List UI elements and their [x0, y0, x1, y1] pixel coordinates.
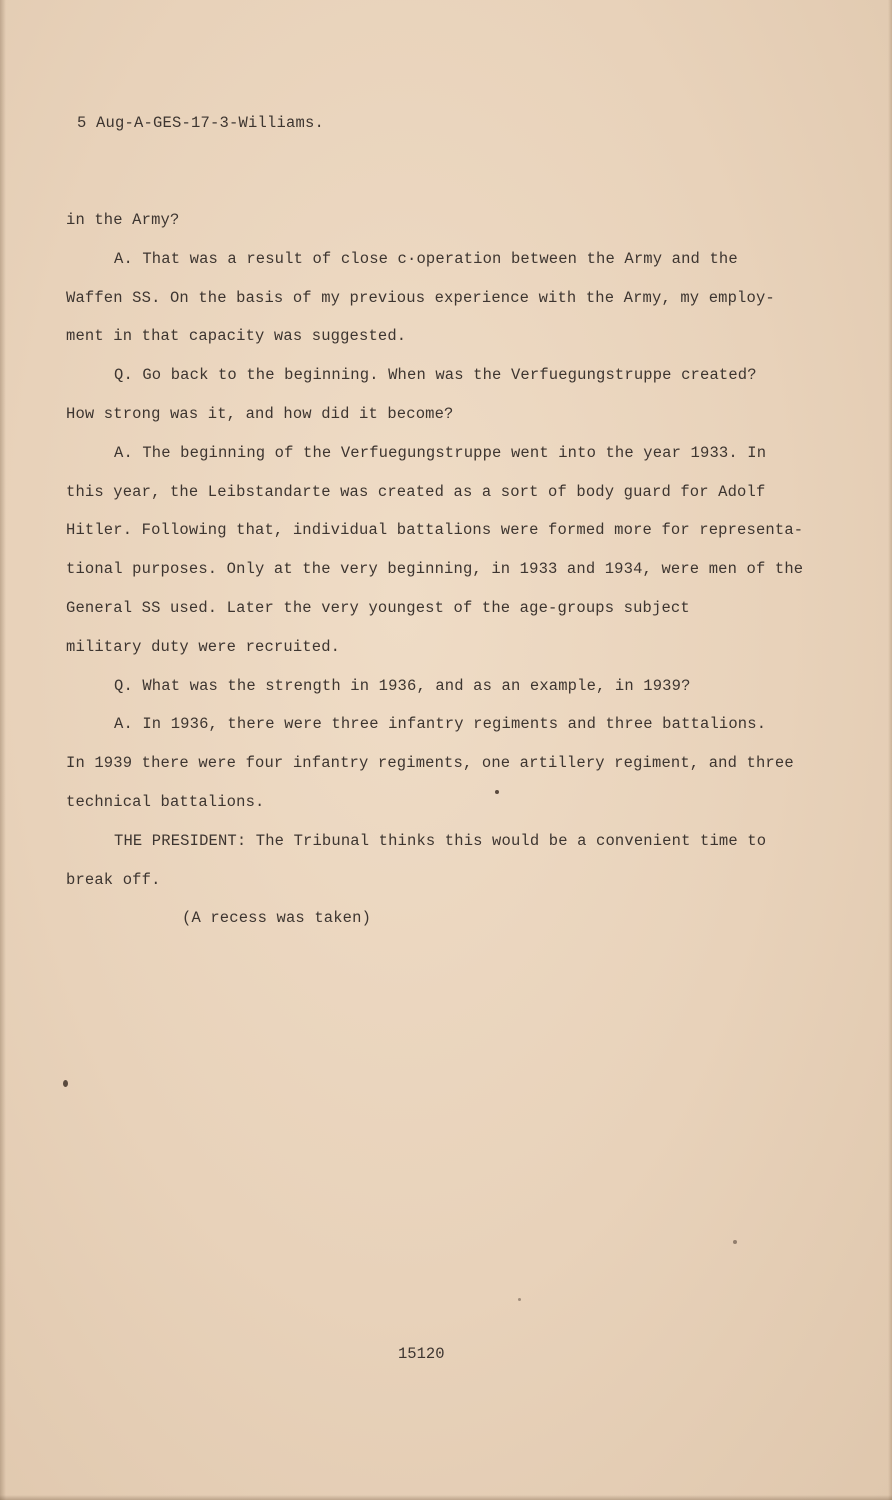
paper-speck [733, 1240, 737, 1244]
text-line: break off. [66, 870, 161, 889]
text-line: Q. What was the strength in 1936, and as an example, in 1939? [114, 676, 691, 695]
text-line: (A recess was taken) [182, 909, 372, 928]
text-line: this year, the Leibstandarte was created as a sort of body guard for Adolf [66, 482, 766, 501]
text-line: THE PRESIDENT: The Tribunal thinks this would be a convenient time to [114, 831, 767, 850]
page-edge-shadow-bottom [0, 1495, 892, 1500]
text-line: A. That was a result of close c·operation between the Army and the [114, 249, 738, 268]
text-line: military duty were recruited. [66, 637, 341, 656]
text-line: technical battalions. [66, 792, 265, 811]
page-edge-shadow-right [888, 0, 892, 1500]
text-line: A. In 1936, there were three infantry regiments and three battalions. [114, 715, 767, 734]
text-line: in the Army? [66, 211, 180, 229]
transcript-body [66, 206, 836, 943]
text-line: How strong was it, and how did it become? [66, 404, 454, 423]
paper-speck [495, 790, 499, 794]
text-line: ment in that capacity was suggested. [66, 327, 407, 346]
text-line: General SS used. Later the very youngest of the age-groups subject [66, 598, 690, 617]
text-line: A. The beginning of the Verfuegungstruppe went into the year 1933. In [114, 443, 767, 462]
page-number: 15120 [398, 1345, 445, 1363]
text-line: Q. Go back to the beginning. When was the Verfuegungstruppe created? [114, 366, 757, 385]
text-line: In 1939 there were four infantry regiments, one artillery regiment, and three [66, 754, 794, 773]
text-line: Hitler. Following that, individual battalions were formed more for representa- [66, 521, 804, 540]
paper-speck [63, 1080, 68, 1087]
text-line: tional purposes. Only at the very beginning, in 1933 and 1934, were men of the [66, 560, 804, 579]
page-edge-shadow-left [0, 0, 6, 1500]
paper-speck [518, 1298, 521, 1301]
document-header: 5 Aug-A-GES-17-3-Williams. [77, 114, 325, 132]
text-line: Waffen SS. On the basis of my previous experience with the Army, my employ- [66, 288, 775, 307]
